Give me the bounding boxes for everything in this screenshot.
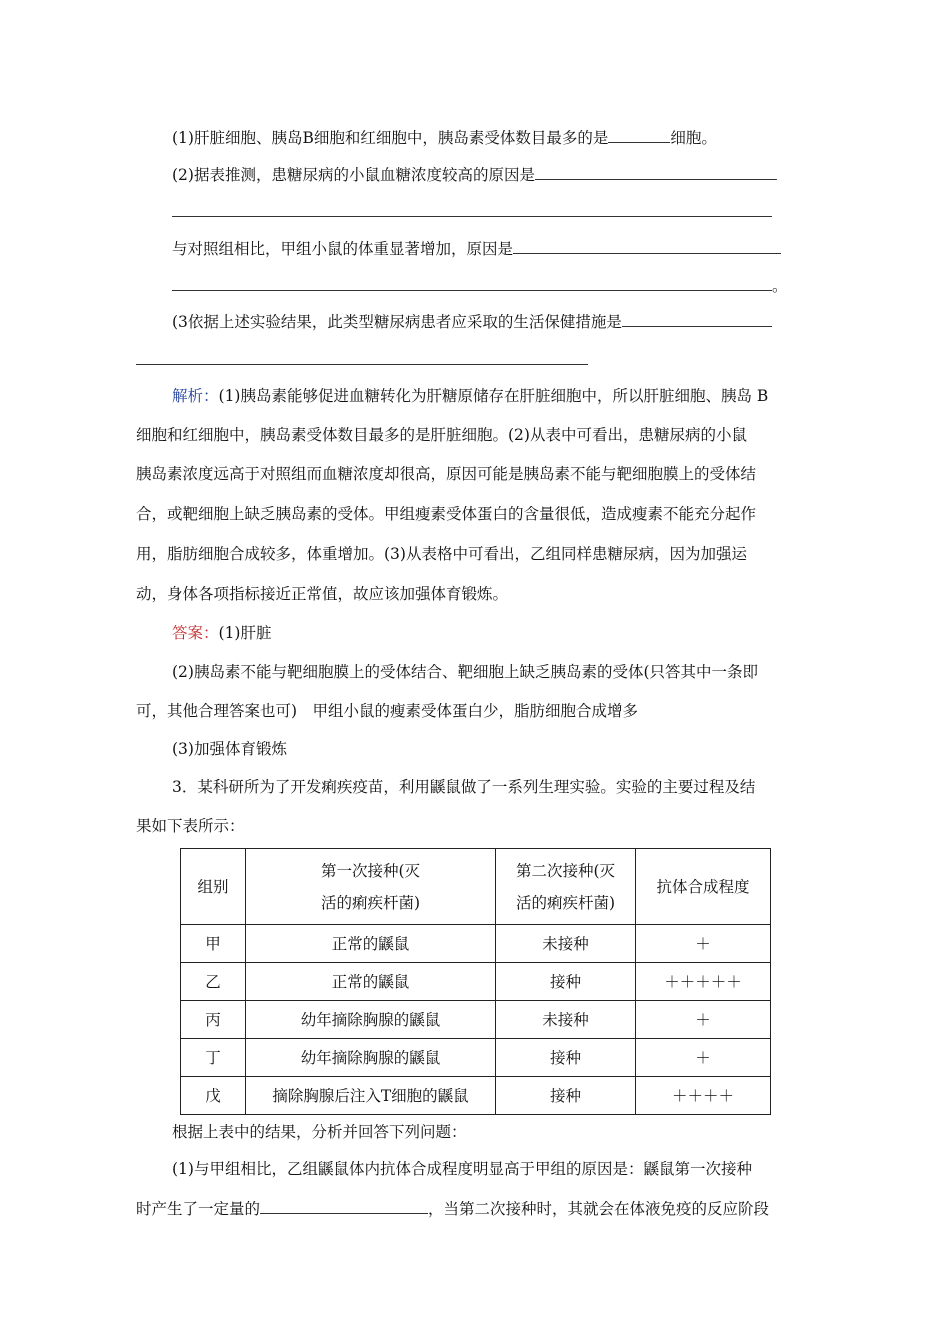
answer-2: (2)胰岛素不能与靶细胞膜上的受体结合、靶细胞上缺乏胰岛素的受体(只答其中一条即 <box>172 663 759 681</box>
analysis-line: 动，身体各项指标接近正常值，故应该加强体育锻炼。 <box>136 585 509 603</box>
problem-3-intro: 3．某科研所为了开发痢疾疫苗，利用鼷鼠做了一系列生理实验。实验的主要过程及结 <box>172 778 756 796</box>
answer-blank <box>513 237 781 254</box>
problem-3-instruction: 根据上表中的结果，分析并回答下列问题： <box>172 1123 467 1141</box>
problem-3-intro-cont: 果如下表所示： <box>136 817 245 835</box>
answer-blank <box>608 126 670 143</box>
answer-blank <box>260 1197 428 1214</box>
analysis-label: 解析： <box>172 387 219 405</box>
answer-blank <box>172 200 772 217</box>
table-row: 戊 摘除胸腺后注入T细胞的鼷鼠 接种 ＋＋＋＋ <box>181 1077 771 1115</box>
table-row: 乙 正常的鼷鼠 接种 ＋＋＋＋＋ <box>181 963 771 1001</box>
header-first-inoculation: 第一次接种(灭 活的痢疾杆菌) <box>246 849 496 925</box>
answer-1: 答案：(1)肝脏 <box>172 624 272 642</box>
answer-blank <box>172 274 772 291</box>
header-group: 组别 <box>181 849 246 925</box>
problem-3-q1: (1)与甲组相比，乙组鼷鼠体内抗体合成程度明显高于甲组的原因是：鼷鼠第一次接种 <box>172 1160 752 1178</box>
answer-blank <box>622 310 772 327</box>
answer-label: 答案： <box>172 624 219 642</box>
answer-line: 。 <box>172 274 788 297</box>
table-header-row <box>181 849 771 925</box>
header-antibody: 抗体合成程度 <box>636 849 771 925</box>
table-row: 甲 正常的鼷鼠 未接种 ＋ <box>181 925 771 963</box>
table-row: 丙 幼年摘除胸腺的鼷鼠 未接种 ＋ <box>181 1001 771 1039</box>
question-3: (3依据上述实验结果，此类型糖尿病患者应采取的生活保健措施是 <box>172 310 772 333</box>
answer-3: (3)加强体育锻炼 <box>172 740 287 758</box>
question-1: (1)肝脏细胞、胰岛B细胞和红细胞中，胰岛素受体数目最多的是 细胞。 <box>172 126 717 149</box>
question-2: (2)据表推测，患糖尿病的小鼠血糖浓度较高的原因是 <box>172 163 777 186</box>
analysis-line: 合，或靶细胞上缺乏胰岛素的受体。甲组瘦素受体蛋白的含量很低，造成瘦素不能充分起作 <box>136 505 757 523</box>
answer-line <box>136 348 588 371</box>
answer-2-cont: 可，其他合理答案也可) 甲组小鼠的瘦素受体蛋白少，脂肪细胞合成增多 <box>136 702 639 720</box>
table-row: 丁 幼年摘除胸腺的鼷鼠 接种 ＋ <box>181 1039 771 1077</box>
analysis-line: 胰岛素浓度远高于对照组而血糖浓度却很高，原因可能是胰岛素不能与靶细胞膜上的受体结 <box>136 465 757 483</box>
analysis-line: 细胞和红细胞中，胰岛素受体数目最多的是肝脏细胞。(2)从表中可看出，患糖尿病的小鼠 <box>136 426 747 444</box>
experiment-table <box>180 848 771 1115</box>
analysis-line: 用，脂肪细胞合成较多，体重增加。(3)从表格中可看出，乙组同样患糖尿病，因为加强运 <box>136 545 747 563</box>
answer-blank <box>535 163 777 180</box>
answer-blank <box>136 348 588 365</box>
header-second-inoculation: 第二次接种(灭 活的痢疾杆菌) <box>496 849 636 925</box>
question-2b: 与对照组相比，甲组小鼠的体重显著增加，原因是 <box>172 237 781 260</box>
answer-line <box>172 200 772 223</box>
analysis-line: 解析：(1)胰岛素能够促进血糖转化为肝糖原储存在肝脏细胞中，所以肝脏细胞、胰岛 B <box>172 387 769 405</box>
problem-3-q1-cont: 时产生了一定量的 ，当第二次接种时，其就会在体液免疫的反应阶段 <box>136 1197 769 1220</box>
